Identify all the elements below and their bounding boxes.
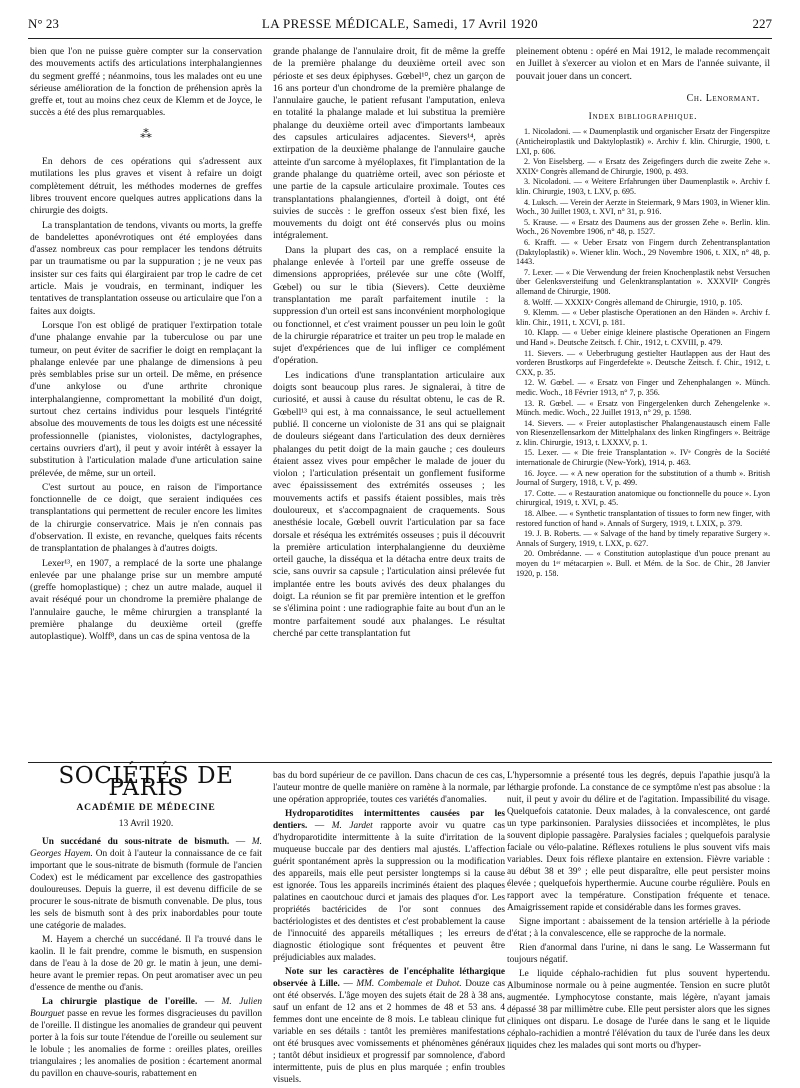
bibliography-entry: 6. Krafft. — « Ueber Ersatz von Fingern durch Zehentransplantation (Daktyloplastik) ». Wiener klin. Woch., 29 Novembre 1906, t. XIX, n° 48, p. 1443. <box>516 238 770 267</box>
article-column-3 <box>516 46 770 579</box>
bibliography-entry: 7. Lexer. — « Die Verwendung der freien Knochenplastik nebst Versuchen über Gelenksversteifung und Gelenktransplantation ». XXXVIIᵉ Congrès allemand de Chirurgie, 1908. <box>516 267 770 296</box>
bibliography-entry: 16. Joyce. — « A new operation for the substitution of a thumb ». British Journal of Surgery, 1918, t. V, p. 499. <box>516 468 770 488</box>
paragraph: pleinement obtenu : opéré en Mai 1912, le malade recommençait en Juillet à s'exercer au violon et en Mars de l'année suivante, il pouvait jouer dans un concert. <box>516 46 770 82</box>
bibliography-entry: 2. Von Eiselsberg. — « Ersatz des Zeigefingers durch die zweite Zehe ». XXIXᵉ Congrès allemand de Chirurgie, 1900, p. 493. <box>516 157 770 176</box>
bibliography-entry: 14. Sievers. — « Freier autoplastischer Phalangenaustausch einem Falle von Riesenzellensarkom der Mittelphalanx des linken Ringfingers ». Beiträge z. klin. Chirurgie, 1913, t. LXXXV, p. 1. <box>516 418 770 447</box>
bibliography-entry: 11. Sievers. — « Ueberbrugung gestielter Hautlappen aus der Haut des vorderen Brustkorps auf Fingerdefekte ». Deutsche Zeitsch. f. Chir., 1912, t. CXX, p. 35. <box>516 348 770 377</box>
paragraph: Lexer¹³, en 1907, a remplacé de la sorte une phalange enlevée par une phalange prise sur un membre amputé (greffe homoplastique) ; chez un autre malade, auquel il avait réséqué pour un chondrome la première phalange de l'annulaire gauche, le même chirurgien a transplanté la première phalange du deuxième orteil (greffe autoplastique). Wolff⁸, dans un cas de spina ventosa de la <box>30 557 262 643</box>
author-signature: Ch. Lenormant. <box>686 92 760 104</box>
section-separator: ⁂ <box>140 126 152 141</box>
societes-column-1: SOCIÉTÉS DE PARIS ACADÉMIE DE MÉDECINE 13 Avril 1920. Un succédané du sous-nitrate de bismuth. — M. Georges Hayem. On doit à l'auteur la connaissance de ce fait important que le sous-nitrate de bismuth (formule de l'ancien Codex) est le médicament par excellence des gastropathies douloureuses. Depuis la guerre, il est devenu difficile de se procurer le sous-nitrate de bismuth convenable. De plus, tous les sels de bismuth sont à des prix inabordables pour toute une catégorie de malades. M. Hayem a cherché un succédané. Il l'a trouvé dans le kaolin. Il le fait prendre, comme le bismuth, en suspension dans de l'eau à la dose de 20 gr. le matin à jeun, une demi-heure avant le premier repas. On peut aromatiser avec un peu d'essence de menthe ou d'anis. La chirurgie plastique de l'oreille. — M. Julien Bourguet passe en revue les formes disgracieuses du pavillon de l'oreille. Il distingue les anomalies de grandeur qui peuvent porter à la fois sur toute l'étendue de l'oreille ou seulement sur le lobule ; les anomalies de forme : oreilles plates, oreilles triangulaires ; les anomalies de position : écartement anormal du pavillon en chauve-souris, rabattement en <box>30 763 263 1079</box>
paragraph: rapporte avoir vu quatre cas d'hydroparotidite intermittente à la suite d'irritation de la muqueuse buccale par des dentiers mal ajustés. L'affection guérit spontanément après la suppression ou la modification des appareils, mais elle peut persister longtemps si la cause est ignorée. Tous les appareils incriminés étaient des plaques palatines en caoutchouc durci et jamais des plaques d'or. Les propriétés bactéricides de l'or sont connues des bactériologistes et des dentistes et c'est probablement la cause de l'innocuité des appareils métalliques ; les erreurs de diagnostic étiologique sont fréquentes et peuvent être préjudiciables aux malades. <box>273 821 505 963</box>
paragraph: En dehors de ces opérations qui s'adressent aux mutilations les plus graves et visent à refaire un doigt complètement détruit, les méthodes modernes de greffes libres trouvent encore quelques autres applications dans la chirurgie des doigts. <box>30 156 262 217</box>
bibliography-entry: 17. Cotte. — « Restauration anatomique ou fonctionnelle du pouce ». Lyon chirurgical, 1919, t. XVI, p. 45. <box>516 488 770 508</box>
article-column-1 <box>30 46 262 646</box>
page-header <box>28 16 772 39</box>
paragraph: passe en revue les formes disgracieuses du pavillon de l'oreille. Il distingue les anomalies de grandeur qui peuvent porter à la fois sur toute l'étendue de l'oreille ou seulement sur le lobule ; les anomalies de forme : oreilles plates, oreilles triangulaires ; les anomalies de position : écartement anormal du pavillon en chauve-souris, rabattement en <box>30 1009 262 1079</box>
bibliography-title: Index bibliographique. <box>588 112 698 123</box>
paragraph: L'hypersomnie a présenté tous les degrés, depuis l'apathie jusqu'à la léthargie profonde. La constance de ce symptôme n'est pas absolue : la nuit, il peut y avoir du délire et de l'agitation. Impassibilité du visage. Quelquefois catatonie. Deux malades, à la convalescence, ont gardé un type parkinsonien. Paralysies diissociées et incomplètes, le plus souvent diplopie passagère. Paralysies faciales ; quelquefois paralysie faciale ou vélo-palatine. Réflexes rotuliens le plus souvent vifs mais variables. Deux fois réflexe plantaire en extension. Fièvre variable : au début 38 et 39° ; elle peut disparaître, elle peut persister moins élevée ; quelquefois hyperthermie. Aucune courbe régulière. Pouls en rapport avec la température. Constipation fréquente et tenace. Amaigrissement rapide et considérable dans les formes graves. <box>507 771 770 913</box>
issue-number: N° 23 <box>28 16 59 31</box>
paragraph: C'est surtout au pouce, en raison de l'importance fonctionnelle de ce doigt, que seraient indiquées ces transplantations qui permettent de reculer encore les limites de la chirurgie conservatrice. Mais je n'en connais pas d'observation. Il existe, en revanche, quelques faits récents de transplantation de phalanges à d'autres doigts. <box>30 481 262 555</box>
bibliography-entry: 8. Wolff. — XXXIXᵉ Congrès allemand de Chirurgie, 1910, p. 105. <box>524 297 743 307</box>
report-author: M. Julien Bourguet <box>30 997 263 1019</box>
bibliography-entry: 20. Ombrédanne. — « Constitution autoplastique d'un pouce prenant au moyen du 1ᵉʳ métacarpien ». Bull. et Mém. de la Soc. de Chir., 28 Janvier 1920, p. 158. <box>516 549 770 578</box>
paragraph: Lorsque l'on est obligé de pratiquer l'extirpation totale d'une phalange envahie par la tuberculose ou par une tumeur, on peut éviter de sacrifier le doigt en remplaçant la phalange enlevée par une phalange de dimensions à peu près semblables prise sur un orteil. De même, en présence d'une ankylose ou d'une arthrite chronique interphalangienne, compromettant la mobilité d'un doigt, surtout chez certains individus pour lesquels l'intégrité absolue des mouvements de tous les doigts est une nécessité professionnelle (pianistes, violonistes, dactylographes, certains ouvriers d'art), il peut y avoir intérêt à essayer la substitution à l'articulation malade d'une articulation saine prélevée, de même, sur un orteil. <box>30 319 262 479</box>
report-author: MM. Combemale et Duhot. <box>356 979 462 989</box>
paragraph: Signe important : abaissement de la tension artérielle à la période d'état ; à la convalescence, elle se rapproche de la normale. <box>507 917 770 939</box>
bibliography-entry: 12. W. Gœbel. — « Ersatz von Finger und Zehenphalangen ». Münch. medic. Woch., 18 Février 1913, n° 7, p. 356. <box>516 378 770 397</box>
paragraph: On doit à l'auteur la connaissance de ce fait important que le sous-nitrate de bismuth (formule de l'ancien Codex) est le médicament par excellence des gastropathies douloureuses. Depuis la guerre, il est devenu difficile de se procurer le sous-nitrate de bismuth convenable. De plus, tous les sels de bismuth sont à des prix inabordables pour toute une catégorie de malades. <box>30 849 262 931</box>
paragraph: Douze cas ont été observés. L'âge moyen des sujets était de 28 à 38 ans, sauf un enfant de 12 ans et 2 hommes de 48 et 53 ans. 4 femmes dont une enceinte de 8 mois. Le tableau clinique fut variable en ses détails : tantôt les premières manifestations ont été brusques avec vomissements et phénomènes généraux ; tantôt début insidieux et progressif par somnolence, d'abord intermittente, puis de plus en plus marquée ; enfin troubles visuels. <box>273 979 505 1085</box>
report-heading: Note sur les caractères de l'encéphalite léthargique observée à Lille. <box>273 967 505 989</box>
paragraph: Le liquide céphalo-rachidien fut plus souvent hypertendu. Albuminose normale ou à peine augmentée. Tension en sucre plutôt augmentée. Lymphocytose constante, mais légère, n'ayant jamais dépassé 38 par millimètre cube. Elle peut persister alors que les signes cliniques ont disparu. Le dosage de l'urée dans le sang et le liquide céphalo-rachidien a montré l'élévation du taux de l'urée dans les deux liquides chez les malades qui sont morts ou d'hyper- <box>507 969 770 1051</box>
paragraph: bien que l'on ne puisse guère compter sur la conservation des mouvements actifs des articulations interphalangiennes du segment greffé ; néanmoins, tous les malades ont eu une sérieuse amélioration de la fonction de préhension après la greffe et, tout au moins chez ceux de Klemm et de Joyce, le succès a été des plus remarquables. <box>30 46 262 119</box>
societes-column-3 <box>507 770 770 1054</box>
society-name: ACADÉMIE DE MÉDECINE <box>76 803 216 813</box>
societes-column-2: bas du bord supérieur de ce pavillon. Dans chacun de ces cas, l'auteur montre de quelle manière on ramène à la normale, par une opération appropriée, toutes ces variétés d'anomalies. Hydroparotidites intermittentes causées par les dentiers. — M. Jardet rapporte avoir vu quatre cas d'hydroparotidite intermittente à la suite d'irritation de la muqueuse buccale par des dentiers mal ajustés. L'affection guérit spontanément après la suppression ou la modification des appareils, mais elle peut persister longtemps si la cause est ignorée. Tous les appareils incriminés étaient des plaques palatines en caoutchouc durci et jamais des plaques d'or. Les propriétés bactéricides de l'or sont connues des bactériologistes et des dentistes et c'est probablement la cause de l'innocuité des appareils métalliques ; les erreurs de diagnostic étiologique sont fréquentes et peuvent être préjudiciables aux malades. Note sur les caractères de l'encéphalite léthargique observée à Lille. — MM. Combemale et Duhot. Douze cas ont été observés. L'âge moyen des sujets était de 28 à 38 ans, sauf un enfant de 12 ans et 2 hommes de 48 et 53 ans. 4 femmes dont une enceinte de 8 mois. Le tableau clinique fut variable en ses détails : tantôt les premières manifestations ont été brusques avec vomissements et phénomènes généraux ; tantôt début insidieux et progressif par somnolence, d'abord intermittente, puis de plus en plus marquée ; enfin troubles visuels. <box>273 771 505 1085</box>
bibliography-entry: 1. Nicoladoni. — « Daumenplastik und organischer Ersatz der Fingerspitze (Anticheiroplastik und Daktyloplastik) ». Archiv f. klin. Chirurgie, 1900, t. LXI, p. 606. <box>516 127 770 156</box>
page-number: 227 <box>752 16 772 31</box>
bibliography-entry: 4. Luksch. — Verein der Aerzte in Steiermark, 9 Mars 1903, in Wiener klin. Woch., 30 Juillet 1903, t. XVI, n° 31, p. 916. <box>516 197 770 217</box>
report-heading: Hydroparotidites intermittentes causées par les dentiers. <box>273 809 505 831</box>
paragraph: Les indications d'une transplantation articulaire aux doigts sont beaucoup plus rares. Je signalerai, à titre de curiosité, et aussi à cause du résultat obtenu, le cas de R. Gœbell¹³ qui est, à ma connaissance, le seul actuellement publié. Il concerne un violoniste de 31 ans qui se plaignait de douleurs siégeant dans l'articulation des deux dernières phalanges du petit doigt de la main gauche ; ces douleurs étaient assez vives pour empêcher le malade de jouer du violon ; l'articulation présentait un gonflement fusiforme avec épaississement des extrémités osseuses ; les mouvements actifs et passifs étaient possibles, mais très douloureux, et s'accompagnaient de craquements. Sous anesthésie locale, Gœbell ouvrit l'articulation par sa face dorsale et réséqua les extrémités osseuses ; puis il découvrit la première articulation interphalangienne du deuxième orteil gauche, la disséqua et la détacha entre deux traits de scie, sans ouvrir sa capsule ; l'articulation ainsi prélevée fut implantée entre les bouts avivés des deux phalanges du doigt. La réunion se fit par première intention et le greffon se s'élimina point : une radiographie faite au bout d'un an le montre parfaitement soudé aux phalanges. Le résultat cherché par cette transplantation fut <box>273 369 505 639</box>
paragraph: La transplantation de tendons, vivants ou morts, la greffe de bandelettes aponévrotiques ont été employées dans d'assez nombreux cas pour remplacer les tendons détruits par un traumatisme ou par la suppuration ; je ne veux pas insister sur ces faits qui élargiraient par trop le cadre de cet article. Mais je voudrais, en terminant, indiquer les tentatives de transplantation osseuse ou articulaire que l'on a faites aux doigts. <box>30 219 262 317</box>
bibliography-list <box>516 127 770 578</box>
bibliography-entry: 5. Krause. — « Ersatz des Daumens aus der grossen Zehe ». Berlin. klin. Woch., 26 Novembre 1906, n° 48, p. 1527. <box>516 217 770 237</box>
article-column-2 <box>273 46 505 642</box>
report-author: M. Georges Hayem. <box>30 837 262 859</box>
report-author: M. Jardet <box>331 821 373 831</box>
report-heading: La chirurgie plastique de l'oreille. <box>42 997 198 1007</box>
paragraph: M. Hayem a cherché un succédané. Il l'a trouvé dans le kaolin. Il le fait prendre, comme le bismuth, en suspension dans de l'eau à la dose de 20 gr. le matin à jeun, une demi-heure avant le premier repas. On peut aromatiser avec un peu d'essence de menthe ou d'anis. <box>30 935 262 993</box>
journal-title: LA PRESSE MÉDICALE, Samedi, 17 Avril 1920 <box>261 16 539 31</box>
report-heading: Un succédané du sous-nitrate de bismuth. <box>42 837 230 847</box>
paragraph: Rien d'anormal dans l'urine, ni dans le sang. Le Wassermann fut toujours négatif. <box>507 943 770 965</box>
session-date: 13 Avril 1920. <box>118 819 174 829</box>
bibliography-entry: 19. J. B. Roberts. — « Salvage of the hand by timely reparative Surgery ». Annals of Surgery, 1919, t. LXX, p. 627. <box>516 529 770 548</box>
bibliography-entry: 15. Lexer. — « Die freie Transplantation ». IVᵉ Congrès de la Société internationale de Chirurgie (New-York), 1914, p. 463. <box>516 448 770 468</box>
bibliography-entry: 9. Klemm. — « Ueber plastische Operationen an den Händen ». Archiv f. klin. Chir., 1911, t. XCVI, p. 181. <box>516 308 770 327</box>
paragraph: grande phalange de l'annulaire droit, fit de même la greffe de la première phalange du deuxième orteil avec son périoste et ses deux épiphyses. Gœbel¹⁰, chez un garçon de 16 ans porteur d'un chondrome de la première phalange de l'annulaire gauche, le patient refusant l'amputation, enleva en totalité la phalange malade et lui substitua la première phalange du deuxième orteil avec d'importants lambeaux des capsules articulaires adjacentes. Sievers¹⁴, après extirpation de la deuxième phalange de l'annulaire gauche atteinte d'un sarcome à myéloplaxes, fit l'implantation de la grande phalange du quatrième orteil, avec son périoste et une partie de la capsule articulaire proximale. Toutes ces transplantations phalangiennes, d'orteil à doigt, ont été suivies de succès : le greffon osseux s'est bien fixé, les mouvements du doigt ont été conservés plus ou moins intégralement. <box>273 46 505 242</box>
paragraph: Dans la plupart des cas, on a remplacé ensuite la phalange enlevée à l'orteil par une greffe osseuse de dimensions appropriées, prélevée sur une côte (Wolff, Gœbel) ou sur le tibia (Sievers). Cette deuxième transplantation me paraît parfaitement inutile : la suppression d'un orteil est sans inconvénient morphologique ou fonctionnel, et c'est vraiment pousser un peu loin le goût de la chirurgie réparatrice et traiter un peu trop le malade en sujet d'expériences que de lui infliger ce complément d'opération. <box>273 244 505 367</box>
bibliography-entry: 18. Albee. — « Synthetic transplantation of tissues to form new finger, with restored function of hand ». Annals of Surgery, 1919, t. LXIX, p. 379. <box>516 509 770 528</box>
bibliography-entry: 10. Klapp. — « Ueber einige kleinere plastische Operationen an Fingern und Hand ». Deutsche Zeitsch. f. Chir., 1912, t. CXVIII, p. 479. <box>516 328 770 347</box>
bibliography-entry: 13. R. Gœbel. — « Ersatz von Fingergelenken durch Zehengelenke ». Münch. medic. Woch., 22 Juillet 1913, n° 29, p. 1598. <box>516 398 770 418</box>
section-title: SOCIÉTÉS DE PARIS <box>58 763 234 801</box>
paragraph: bas du bord supérieur de ce pavillon. Dans chacun de ces cas, l'auteur montre de quelle manière on ramène à la normale, par une opération appropriée, toutes ces variétés d'anomalies. <box>273 771 505 805</box>
bibliography-entry: 3. Nicoladoni. — « Weitere Erfahrungen über Daumenplastik ». Archiv f. klin. Chirurgie, 1903, t. LXV, p. 695. <box>516 177 770 197</box>
